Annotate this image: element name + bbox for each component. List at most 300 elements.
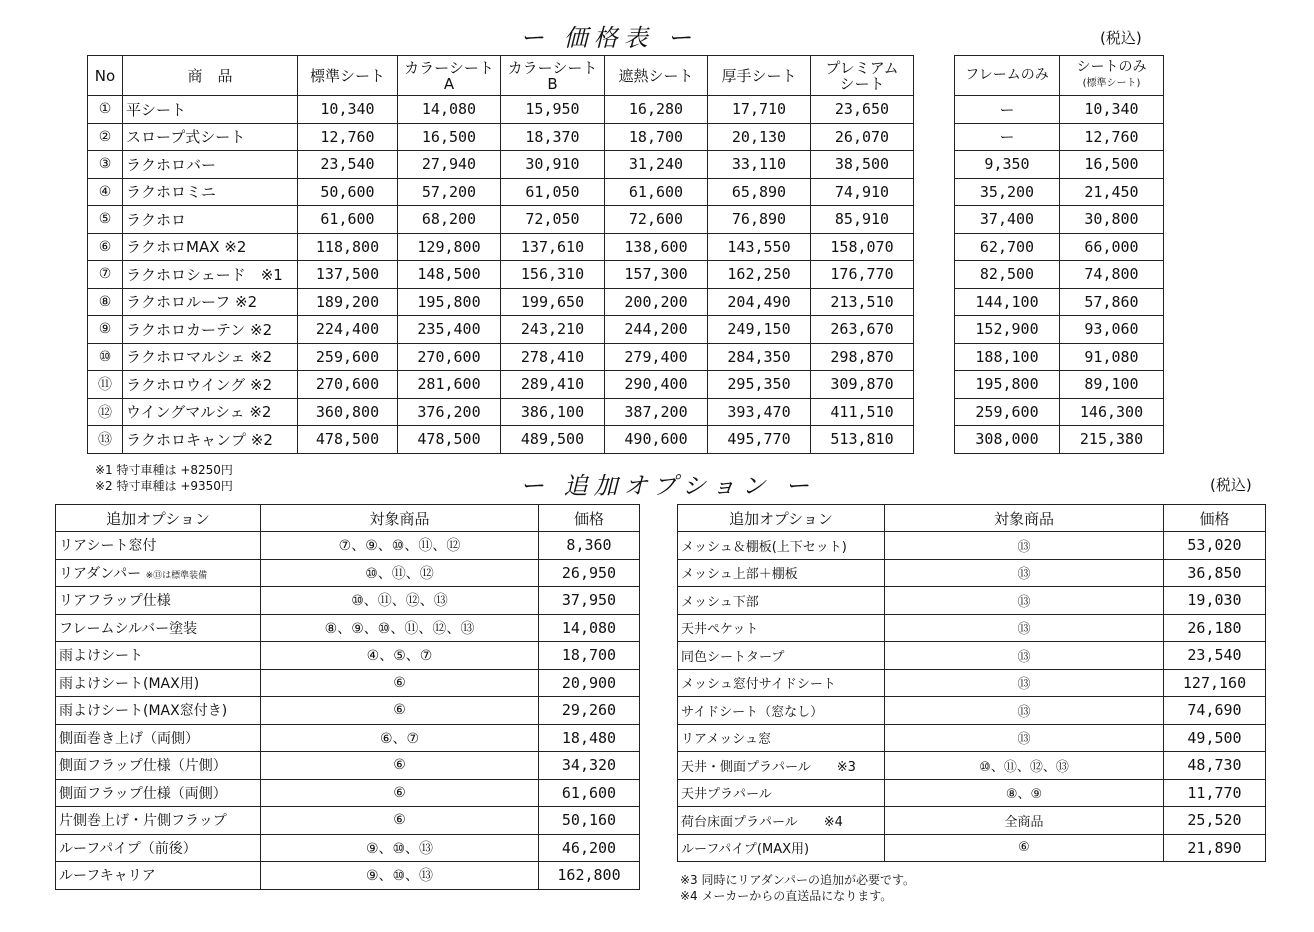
- option-target-products: ⑩、⑪、⑫、⑬: [261, 587, 539, 615]
- price-color-a: 16,500: [398, 123, 501, 151]
- price-premium: 513,810: [811, 426, 914, 454]
- price-row: [88, 96, 914, 124]
- product-number: ⑫: [88, 398, 123, 426]
- option-price: 48,730: [1164, 752, 1266, 780]
- price-sheet-only: 21,450: [1060, 178, 1164, 206]
- option-name: ルーフパイプ(MAX用): [681, 842, 810, 858]
- option-name-cell: [56, 779, 261, 807]
- product-number: ⑨: [88, 316, 123, 344]
- price-frame-only: 152,900: [955, 316, 1060, 344]
- option-price: 18,480: [539, 724, 640, 752]
- price-color-a: 27,940: [398, 151, 501, 179]
- option-target-products: ⑥: [261, 669, 539, 697]
- option-price: 20,900: [539, 669, 640, 697]
- option-row: [678, 807, 1266, 835]
- option-target-products: ⑩、⑪、⑫、⑬: [885, 752, 1164, 780]
- option-target-products: ⑬: [885, 724, 1164, 752]
- option-name-cell: [56, 669, 261, 697]
- price-standard: 61,600: [298, 206, 398, 234]
- option-name-cell: [678, 752, 885, 780]
- option-target-products: ⑥: [885, 834, 1164, 862]
- option-row: [56, 834, 640, 862]
- tax-included-note: (税込): [1100, 29, 1142, 47]
- option-price: 25,520: [1164, 807, 1266, 835]
- header-frame-only: フレームのみ: [955, 56, 1060, 96]
- product-number: ⑥: [88, 233, 123, 261]
- option-header-row: [56, 505, 640, 532]
- price-premium: 263,670: [811, 316, 914, 344]
- product-name: 平シート: [123, 96, 298, 124]
- price-standard: 137,500: [298, 261, 398, 289]
- price-sheet-only: 89,100: [1060, 371, 1164, 399]
- option-target-products: ⑥: [261, 697, 539, 725]
- price-row: [88, 343, 914, 371]
- option-name-cell: [56, 724, 261, 752]
- price-color-b: 30,910: [501, 151, 605, 179]
- price-row: [88, 398, 914, 426]
- product-name: ウイングマルシェ ※2: [123, 398, 298, 426]
- price-frame-only: 259,600: [955, 398, 1060, 426]
- option-name: 側面フラップ仕様（両側）: [59, 785, 227, 802]
- price-thick: 33,110: [708, 151, 811, 179]
- price-standard: 360,800: [298, 398, 398, 426]
- option-target-products: ⑬: [885, 697, 1164, 725]
- option-target-products: ⑦、⑨、⑩、⑪、⑫: [261, 532, 539, 560]
- price-standard: 118,800: [298, 233, 398, 261]
- product-number: ④: [88, 178, 123, 206]
- price-frame-only: 9,350: [955, 151, 1060, 179]
- option-row: [56, 862, 640, 890]
- price-color-b: 61,050: [501, 178, 605, 206]
- header-heat-shield-sheet: 遮熱シート: [605, 56, 708, 96]
- header-color-sheet-b: カラーシート B: [501, 56, 605, 96]
- price-row: [88, 151, 914, 179]
- price-sheet-only: 30,800: [1060, 206, 1164, 234]
- price-frame-only: 308,000: [955, 426, 1060, 454]
- header-standard-sheet: 標準シート: [298, 56, 398, 96]
- option-target-products: ⑧、⑨、⑩、⑪、⑫、⑬: [261, 614, 539, 642]
- option-table-right: [677, 504, 1266, 862]
- side-price-row: [955, 96, 1164, 124]
- header-price: 価格: [539, 505, 640, 532]
- price-row: [88, 371, 914, 399]
- price-frame-only: 195,800: [955, 371, 1060, 399]
- option-name: リアシート窓付: [59, 538, 157, 555]
- option-name: リアメッシュ窓: [681, 732, 771, 748]
- option-price: 29,260: [539, 697, 640, 725]
- product-name: ラクホロ: [123, 206, 298, 234]
- price-frame-only: 188,100: [955, 343, 1060, 371]
- price-color-a: 235,400: [398, 316, 501, 344]
- option-name-cell: [678, 559, 885, 587]
- option-row: [678, 642, 1266, 670]
- option-price: 127,160: [1164, 669, 1266, 697]
- price-frame-only: 62,700: [955, 233, 1060, 261]
- option-name: メッシュ窓付サイドシート: [681, 677, 836, 693]
- price-thick: 284,350: [708, 343, 811, 371]
- option-row: [678, 614, 1266, 642]
- option-name: 片側巻上げ・片側フラップ: [59, 813, 227, 830]
- option-row: [678, 779, 1266, 807]
- price-color-a: 270,600: [398, 343, 501, 371]
- option-name-cell: [56, 697, 261, 725]
- option-name-cell: [678, 532, 885, 560]
- price-color-a: 195,800: [398, 288, 501, 316]
- price-premium: 213,510: [811, 288, 914, 316]
- price-heat-shield: 290,400: [605, 371, 708, 399]
- price-standard: 270,600: [298, 371, 398, 399]
- price-standard: 224,400: [298, 316, 398, 344]
- price-row: [88, 233, 914, 261]
- price-heat-shield: 18,700: [605, 123, 708, 151]
- option-name: 側面巻き上げ（両側）: [59, 730, 199, 747]
- option-name: 雨よけシート: [59, 648, 143, 665]
- option-target-products: ④、⑤、⑦: [261, 642, 539, 670]
- side-price-row: [955, 261, 1164, 289]
- option-row: [56, 697, 640, 725]
- price-color-b: 289,410: [501, 371, 605, 399]
- product-number: ①: [88, 96, 123, 124]
- product-name: スロープ式シート: [123, 123, 298, 151]
- option-row: [56, 532, 640, 560]
- price-color-b: 18,370: [501, 123, 605, 151]
- option-name-cell: [678, 669, 885, 697]
- product-name: ラクホロルーフ ※2: [123, 288, 298, 316]
- option-name: 天井・側面プラパール ※3: [681, 759, 856, 775]
- header-option: 追加オプション: [678, 505, 885, 532]
- price-thick: 295,350: [708, 371, 811, 399]
- option-name: 雨よけシート(MAX用): [59, 675, 200, 692]
- header-option: 追加オプション: [56, 505, 261, 532]
- price-thick: 65,890: [708, 178, 811, 206]
- product-name: ラクホロウイング ※2: [123, 371, 298, 399]
- price-table: [87, 55, 914, 454]
- price-frame-only: 35,200: [955, 178, 1060, 206]
- price-standard: 12,760: [298, 123, 398, 151]
- product-name: ラクホロMAX ※2: [123, 233, 298, 261]
- side-price-row: [955, 233, 1164, 261]
- option-name: リアダンパー: [59, 565, 142, 582]
- header-thick-sheet: 厚手シート: [708, 56, 811, 96]
- header-no: No: [88, 56, 123, 96]
- product-number: ⑩: [88, 343, 123, 371]
- price-row: [88, 123, 914, 151]
- price-premium: 309,870: [811, 371, 914, 399]
- option-name-cell: [678, 614, 885, 642]
- option-target-products: ⑥、⑦: [261, 724, 539, 752]
- option-row: [56, 614, 640, 642]
- price-heat-shield: 31,240: [605, 151, 708, 179]
- option-name-cell: [56, 862, 261, 890]
- option-name-cell: [678, 642, 885, 670]
- option-target-products: ⑬: [885, 642, 1164, 670]
- price-thick: 143,550: [708, 233, 811, 261]
- option-price: 18,700: [539, 642, 640, 670]
- price-heat-shield: 138,600: [605, 233, 708, 261]
- price-premium: 26,070: [811, 123, 914, 151]
- option-name-cell: [678, 807, 885, 835]
- option-target-products: ⑥: [261, 752, 539, 780]
- option-name: ルーフキャリア: [59, 868, 156, 885]
- price-heat-shield: 244,200: [605, 316, 708, 344]
- price-color-a: 129,800: [398, 233, 501, 261]
- option-price: 14,080: [539, 614, 640, 642]
- option-name-cell: [678, 587, 885, 615]
- price-premium: 74,910: [811, 178, 914, 206]
- option-target-products: ⑥: [261, 807, 539, 835]
- option-row: [678, 752, 1266, 780]
- price-frame-only: ー: [955, 96, 1060, 124]
- option-target-products: ⑬: [885, 614, 1164, 642]
- option-price: 26,180: [1164, 614, 1266, 642]
- header-product: 商 品: [123, 56, 298, 96]
- header-premium-sheet: プレミアム シート: [811, 56, 914, 96]
- price-heat-shield: 61,600: [605, 178, 708, 206]
- price-premium: 85,910: [811, 206, 914, 234]
- product-number: ⑤: [88, 206, 123, 234]
- option-target-products: ⑧、⑨: [885, 779, 1164, 807]
- option-row: [56, 807, 640, 835]
- price-color-b: 15,950: [501, 96, 605, 124]
- option-table-title: ー 追加オプション ー: [520, 472, 816, 500]
- option-row: [56, 779, 640, 807]
- option-price: 23,540: [1164, 642, 1266, 670]
- option-price: 8,360: [539, 532, 640, 560]
- option-row: [678, 587, 1266, 615]
- option-price: 46,200: [539, 834, 640, 862]
- option-row: [678, 532, 1266, 560]
- option-price: 37,950: [539, 587, 640, 615]
- option-row: [56, 724, 640, 752]
- price-heat-shield: 157,300: [605, 261, 708, 289]
- option-row: [56, 559, 640, 587]
- side-price-row: [955, 178, 1164, 206]
- option-price: 21,890: [1164, 834, 1266, 862]
- price-color-a: 376,200: [398, 398, 501, 426]
- price-thick: 76,890: [708, 206, 811, 234]
- price-standard: 259,600: [298, 343, 398, 371]
- option-row: [678, 669, 1266, 697]
- product-number: ②: [88, 123, 123, 151]
- option-name: 天井ペケット: [681, 622, 759, 638]
- product-name: ラクホロバー: [123, 151, 298, 179]
- option-row: [56, 587, 640, 615]
- price-header-row: [88, 56, 914, 96]
- option-name: 荷台床面プラパール ※4: [681, 814, 843, 830]
- side-price-row: [955, 123, 1164, 151]
- option-target-products: ⑬: [885, 587, 1164, 615]
- side-price-row: [955, 288, 1164, 316]
- option-row: [56, 669, 640, 697]
- price-heat-shield: 72,600: [605, 206, 708, 234]
- price-heat-shield: 490,600: [605, 426, 708, 454]
- option-target-products: ⑩、⑪、⑫: [261, 559, 539, 587]
- option-target-products: ⑥: [261, 779, 539, 807]
- header-color-sheet-a: カラーシート A: [398, 56, 501, 96]
- side-price-row: [955, 398, 1164, 426]
- price-sheet-only: 74,800: [1060, 261, 1164, 289]
- side-price-row: [955, 316, 1164, 344]
- price-heat-shield: 387,200: [605, 398, 708, 426]
- price-frame-only: 144,100: [955, 288, 1060, 316]
- option-price: 49,500: [1164, 724, 1266, 752]
- option-target-products: ⑨、⑩、⑬: [261, 862, 539, 890]
- option-name: リアフラップ仕様: [59, 593, 171, 610]
- price-premium: 176,770: [811, 261, 914, 289]
- product-number: ⑬: [88, 426, 123, 454]
- price-sheet-only: 10,340: [1060, 96, 1164, 124]
- price-row: [88, 426, 914, 454]
- price-premium: 158,070: [811, 233, 914, 261]
- option-price: 19,030: [1164, 587, 1266, 615]
- option-name: 天井プラパール: [681, 787, 772, 803]
- price-heat-shield: 16,280: [605, 96, 708, 124]
- note-2: ※2 特寸車種は +9350円: [95, 479, 233, 493]
- option-name-cell: [678, 724, 885, 752]
- option-name: 同色シートタープ: [681, 649, 785, 665]
- option-name-cell: [678, 697, 885, 725]
- side-price-row: [955, 371, 1164, 399]
- option-name: 雨よけシート(MAX窓付き): [59, 703, 228, 720]
- price-color-b: 156,310: [501, 261, 605, 289]
- option-name: メッシュ下部: [681, 594, 759, 610]
- product-number: ⑧: [88, 288, 123, 316]
- option-row: [678, 724, 1266, 752]
- option-name-cell: [56, 532, 261, 560]
- price-row: [88, 206, 914, 234]
- option-price: 50,160: [539, 807, 640, 835]
- price-sheet-only: 91,080: [1060, 343, 1164, 371]
- price-heat-shield: 200,200: [605, 288, 708, 316]
- option-price: 11,770: [1164, 779, 1266, 807]
- option-price: 36,850: [1164, 559, 1266, 587]
- price-sheet-only: 57,860: [1060, 288, 1164, 316]
- product-name: ラクホロシェード ※1: [123, 261, 298, 289]
- price-standard: 189,200: [298, 288, 398, 316]
- note-4: ※4 メーカーからの直送品になります。: [680, 889, 893, 903]
- price-frame-only: ー: [955, 123, 1060, 151]
- price-sheet-only: 16,500: [1060, 151, 1164, 179]
- price-standard: 478,500: [298, 426, 398, 454]
- price-color-b: 199,650: [501, 288, 605, 316]
- price-table-title: ー 価格表 ー: [520, 24, 698, 52]
- header-sheet-only: シートのみ (標準シート): [1060, 56, 1164, 96]
- price-heat-shield: 279,400: [605, 343, 708, 371]
- price-row: [88, 288, 914, 316]
- option-name: フレームシルバー塗装: [59, 620, 198, 637]
- price-premium: 38,500: [811, 151, 914, 179]
- side-price-row: [955, 343, 1164, 371]
- price-color-b: 278,410: [501, 343, 605, 371]
- price-color-b: 243,210: [501, 316, 605, 344]
- price-standard: 50,600: [298, 178, 398, 206]
- side-price-row: [955, 206, 1164, 234]
- price-color-a: 478,500: [398, 426, 501, 454]
- price-premium: 411,510: [811, 398, 914, 426]
- side-price-row: [955, 151, 1164, 179]
- side-header-row: [955, 56, 1164, 96]
- option-row: [56, 642, 640, 670]
- price-color-a: 148,500: [398, 261, 501, 289]
- product-number: ③: [88, 151, 123, 179]
- product-name: ラクホロミニ: [123, 178, 298, 206]
- header-target: 対象商品: [885, 505, 1164, 532]
- price-thick: 162,250: [708, 261, 811, 289]
- header-target: 対象商品: [261, 505, 539, 532]
- price-thick: 393,470: [708, 398, 811, 426]
- price-row: [88, 178, 914, 206]
- price-frame-only: 82,500: [955, 261, 1060, 289]
- option-price: 74,690: [1164, 697, 1266, 725]
- option-target-products: ⑬: [885, 559, 1164, 587]
- option-target-products: ⑬: [885, 669, 1164, 697]
- option-name-cell: [56, 559, 261, 587]
- price-premium: 298,870: [811, 343, 914, 371]
- option-name-cell: [56, 614, 261, 642]
- option-header-row: [678, 505, 1266, 532]
- option-remark: ※⑬は標準装備: [145, 570, 208, 581]
- option-row: [678, 559, 1266, 587]
- option-name: メッシュ＆棚板(上下セット): [681, 539, 847, 555]
- price-premium: 23,650: [811, 96, 914, 124]
- price-color-a: 281,600: [398, 371, 501, 399]
- header-price: 価格: [1164, 505, 1266, 532]
- price-standard: 23,540: [298, 151, 398, 179]
- option-name: メッシュ上部＋棚板: [681, 567, 798, 583]
- price-color-a: 68,200: [398, 206, 501, 234]
- price-sheet-only: 93,060: [1060, 316, 1164, 344]
- option-name: 側面フラップ仕様（片側）: [59, 758, 227, 775]
- product-number: ⑦: [88, 261, 123, 289]
- price-thick: 495,770: [708, 426, 811, 454]
- price-color-a: 14,080: [398, 96, 501, 124]
- price-color-b: 489,500: [501, 426, 605, 454]
- option-name-cell: [56, 834, 261, 862]
- option-row: [678, 834, 1266, 862]
- option-name-cell: [678, 779, 885, 807]
- price-row: [88, 261, 914, 289]
- price-sheet-only: 12,760: [1060, 123, 1164, 151]
- price-standard: 10,340: [298, 96, 398, 124]
- price-thick: 20,130: [708, 123, 811, 151]
- price-thick: 204,490: [708, 288, 811, 316]
- price-color-b: 137,610: [501, 233, 605, 261]
- option-price: 34,320: [539, 752, 640, 780]
- note-1: ※1 特寸車種は +8250円: [95, 463, 233, 477]
- option-name-cell: [56, 642, 261, 670]
- side-price-row: [955, 426, 1164, 454]
- option-price: 61,600: [539, 779, 640, 807]
- price-color-a: 57,200: [398, 178, 501, 206]
- tax-included-note-options: (税込): [1210, 476, 1252, 494]
- option-target-products: 全商品: [885, 807, 1164, 835]
- option-target-products: ⑨、⑩、⑬: [261, 834, 539, 862]
- product-name: ラクホロキャンプ ※2: [123, 426, 298, 454]
- option-name-cell: [56, 807, 261, 835]
- price-color-b: 72,050: [501, 206, 605, 234]
- frame-sheet-price-table: [954, 55, 1164, 454]
- price-thick: 249,150: [708, 316, 811, 344]
- option-name-cell: [678, 834, 885, 862]
- price-color-b: 386,100: [501, 398, 605, 426]
- option-row: [56, 752, 640, 780]
- option-row: [678, 697, 1266, 725]
- option-target-products: ⑬: [885, 532, 1164, 560]
- option-table-left: [55, 504, 640, 890]
- option-name: サイドシート（窓なし）: [681, 704, 824, 720]
- option-price: 162,800: [539, 862, 640, 890]
- option-price: 26,950: [539, 559, 640, 587]
